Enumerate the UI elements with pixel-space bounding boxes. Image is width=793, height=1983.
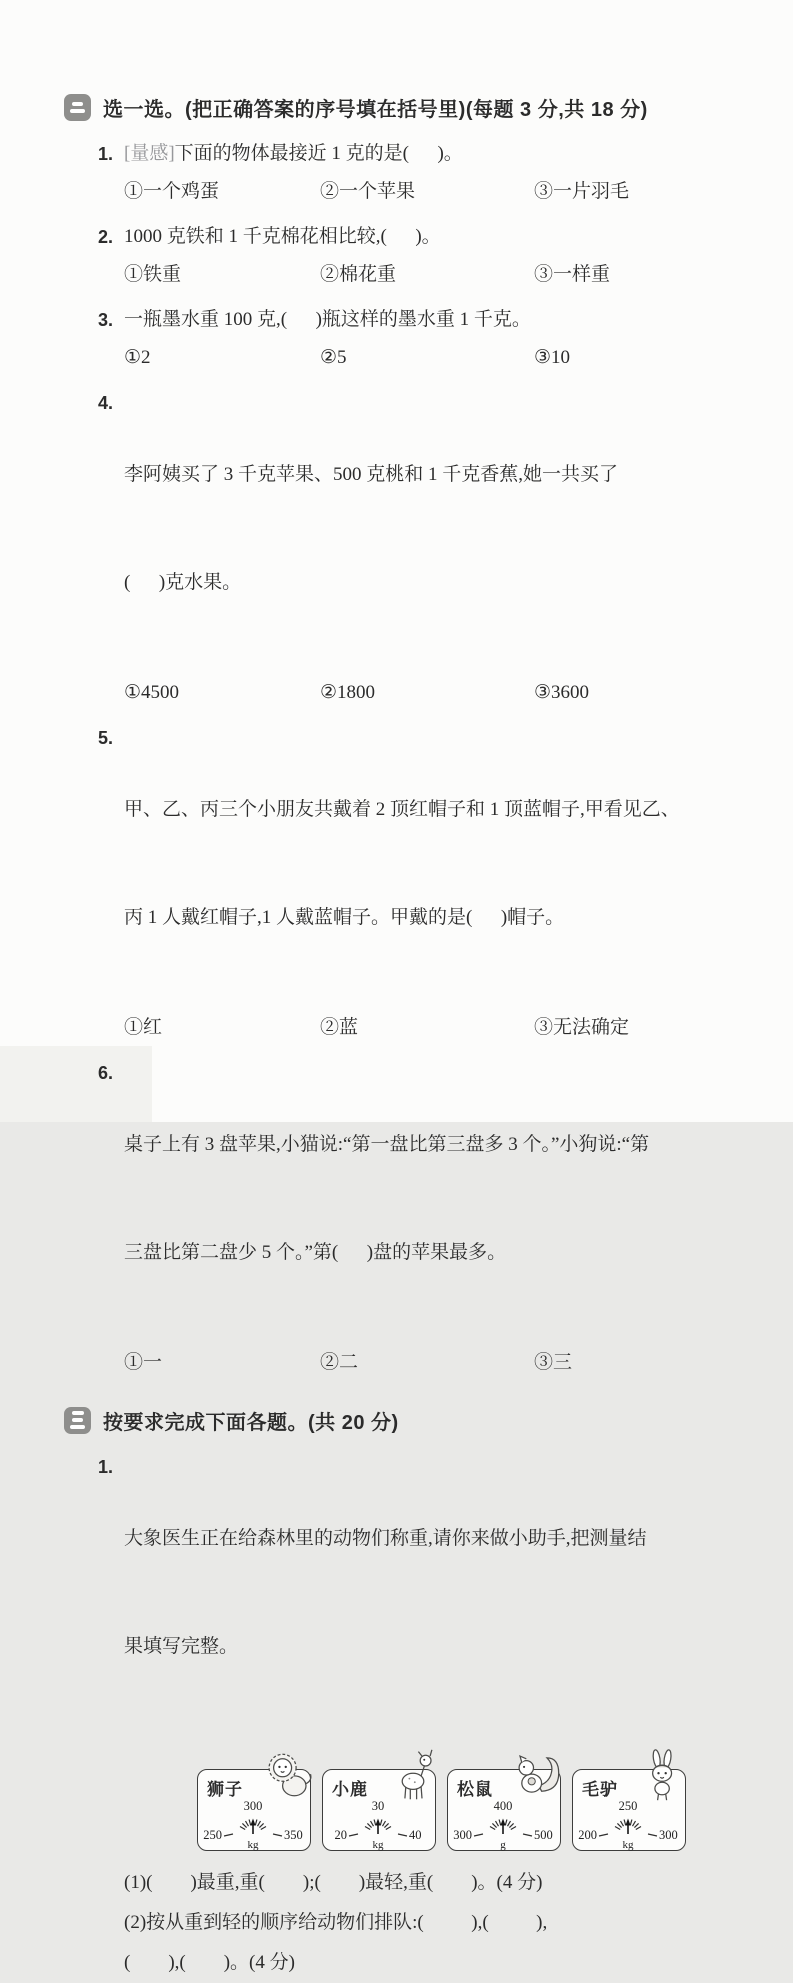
question-3-line: 一瓶墨水重 100 克,( )瓶这样的墨水重 1 千克。 [124, 309, 531, 330]
question-6-line-1: 桌子上有 3 盘苹果,小猫说:“第一盘比第三盘多 3 个。”小狗说:“第 [124, 1134, 650, 1155]
question-1-options [124, 174, 739, 210]
scale-card-lion [197, 1769, 311, 1851]
option-1-1: ①一个鸡蛋 [124, 181, 220, 202]
option-2-1: ①铁重 [124, 264, 182, 285]
lion-icon [261, 1747, 315, 1803]
question-1-text [124, 136, 739, 172]
deer-dial-right-value: 40 [409, 1828, 422, 1842]
question-6-options [124, 1345, 739, 1381]
section-three-title-text: 按要求完成下面各题。 [103, 1411, 308, 1434]
question-2-number: 2. [98, 227, 114, 247]
lion-scale-dial [203, 1798, 303, 1850]
question-6-number: 6. [98, 1063, 114, 1083]
squirrel-dial-right-value: 500 [534, 1828, 553, 1842]
section-three-header [64, 1403, 739, 1437]
fill-in-line-2: (2)按从重到轻的顺序给动物们排队:( ),( ), [124, 1912, 548, 1933]
question-3-options [124, 340, 739, 376]
question-2-line: 1000 克铁和 1 千克棉花相比较,( )。 [124, 226, 441, 247]
option-4-1: ①4500 [124, 682, 180, 703]
question-3-text [124, 302, 739, 338]
option-1-3: ③一片羽毛 [534, 181, 630, 202]
dial-needle-icon [375, 1819, 380, 1835]
weighing-question-text [124, 1449, 739, 1737]
squirrel-icon [511, 1747, 565, 1803]
donkey-scale-dial [578, 1798, 678, 1850]
section-two-badge-icon [64, 94, 91, 121]
donkey-dial-right-value: 300 [659, 1828, 678, 1842]
squirrel-dial-left-value: 300 [453, 1828, 472, 1842]
option-4-2: ②1800 [320, 682, 376, 703]
question-5-options [124, 1010, 739, 1046]
question-4 [98, 385, 739, 673]
animal-scales-row [197, 1769, 739, 1851]
question-5-text [124, 720, 739, 1008]
question-3 [98, 302, 739, 338]
weighing-question-line-2: 果填写完整。 [124, 1636, 239, 1657]
question-4-line-1: 李阿姨买了 3 千克苹果、500 克桃和 1 千克香蕉,她一共买了 [124, 464, 619, 485]
scale-card-squirrel [447, 1769, 561, 1851]
scale-card-donkey [572, 1769, 686, 1851]
question-2-text [124, 219, 739, 255]
question-5-line-1: 甲、乙、丙三个小朋友共戴着 2 顶红帽子和 1 顶蓝帽子,甲看见乙、 [124, 799, 680, 820]
option-5-3: ③无法确定 [534, 1017, 630, 1038]
worksheet-content [64, 90, 739, 1983]
option-6-3: ③三 [534, 1352, 573, 1373]
deer-dial-top-value: 30 [371, 1799, 385, 1813]
option-5-2: ②蓝 [320, 1017, 359, 1038]
squirrel-label: 松鼠 [457, 1780, 493, 1799]
donkey-label: 毛驴 [582, 1780, 618, 1799]
question-1-number: 1. [98, 144, 114, 164]
lion-dial-top-value: 300 [243, 1799, 263, 1813]
option-3-2: ②5 [320, 347, 347, 368]
question-6 [98, 1055, 739, 1343]
section-multiple-choice [64, 90, 739, 1381]
option-2-2: ②棉花重 [320, 264, 397, 285]
option-3-1: ①2 [124, 347, 151, 368]
dial-needle-icon [250, 1819, 255, 1835]
question-6-text [124, 1055, 739, 1343]
question-4-text [124, 385, 739, 673]
option-6-2: ②二 [320, 1352, 359, 1373]
option-4-3: ③3600 [534, 682, 590, 703]
squirrel-dial-unit: g [500, 1839, 506, 1851]
donkey-dial-unit: kg [622, 1839, 634, 1851]
question-1-line: 下面的物体最接近 1 克的是( )。 [174, 143, 463, 164]
dial-needle-icon [625, 1819, 630, 1835]
weighing-question-line-1: 大象医生正在给森林里的动物们称重,请你来做小助手,把测量结 [124, 1528, 647, 1549]
option-2-3: ③一样重 [534, 264, 611, 285]
lion-label: 狮子 [207, 1780, 243, 1799]
question-5 [98, 720, 739, 1008]
section-two-title [103, 93, 648, 122]
lion-dial-unit: kg [247, 1839, 259, 1851]
scale-card-deer [322, 1769, 436, 1851]
deer-scale-dial [328, 1798, 428, 1850]
option-1-2: ②一个苹果 [320, 181, 416, 202]
deer-dial-left-value: 20 [334, 1828, 347, 1842]
question-4-options [124, 675, 739, 711]
liangan-tag: [量感] [124, 143, 175, 164]
squirrel-dial-top-value: 400 [493, 1799, 513, 1813]
section-three-subtitle: (共 20 分) [308, 1411, 399, 1434]
section-two-title-text: 选一选。 [103, 98, 185, 121]
option-5-1: ①红 [124, 1017, 163, 1038]
donkey-icon [636, 1747, 690, 1803]
fill-in-line-1: (1)( )最重,重( );( )最轻,重( )。(4 分) [124, 1872, 543, 1893]
question-4-number: 4. [98, 393, 114, 413]
section-two-header [64, 90, 739, 124]
weighing-question-number: 1. [98, 1457, 114, 1477]
section-three-title [103, 1406, 399, 1435]
question-3-number: 3. [98, 310, 114, 330]
option-3-3: ③10 [534, 347, 571, 368]
question-5-line-2: 丙 1 人戴红帽子,1 人戴蓝帽子。甲戴的是( )帽子。 [124, 907, 565, 928]
question-5-number: 5. [98, 728, 114, 748]
weighing-question [98, 1449, 739, 1737]
question-1 [98, 136, 739, 172]
question-2-options [124, 257, 739, 293]
deer-label: 小鹿 [332, 1780, 368, 1799]
lion-dial-left-value: 250 [203, 1828, 222, 1842]
option-6-1: ①一 [124, 1352, 163, 1373]
lion-dial-right-value: 350 [284, 1828, 303, 1842]
section-complete-tasks [64, 1403, 739, 1983]
question-4-line-2: ( )克水果。 [124, 572, 242, 593]
section-two-subtitle: (把正确答案的序号填在括号里)(每题 3 分,共 18 分) [185, 98, 648, 121]
donkey-dial-left-value: 200 [578, 1828, 597, 1842]
deer-icon [386, 1747, 440, 1803]
fill-in-line-3: ( ),( )。(4 分) [124, 1952, 295, 1973]
dial-needle-icon [500, 1819, 505, 1835]
donkey-dial-top-value: 250 [618, 1799, 638, 1813]
squirrel-scale-dial [453, 1798, 553, 1850]
section-three-badge-icon [64, 1407, 91, 1434]
question-2 [98, 219, 739, 255]
question-6-line-2: 三盘比第二盘少 5 个。”第( )盘的苹果最多。 [124, 1242, 507, 1263]
deer-dial-unit: kg [372, 1839, 384, 1851]
